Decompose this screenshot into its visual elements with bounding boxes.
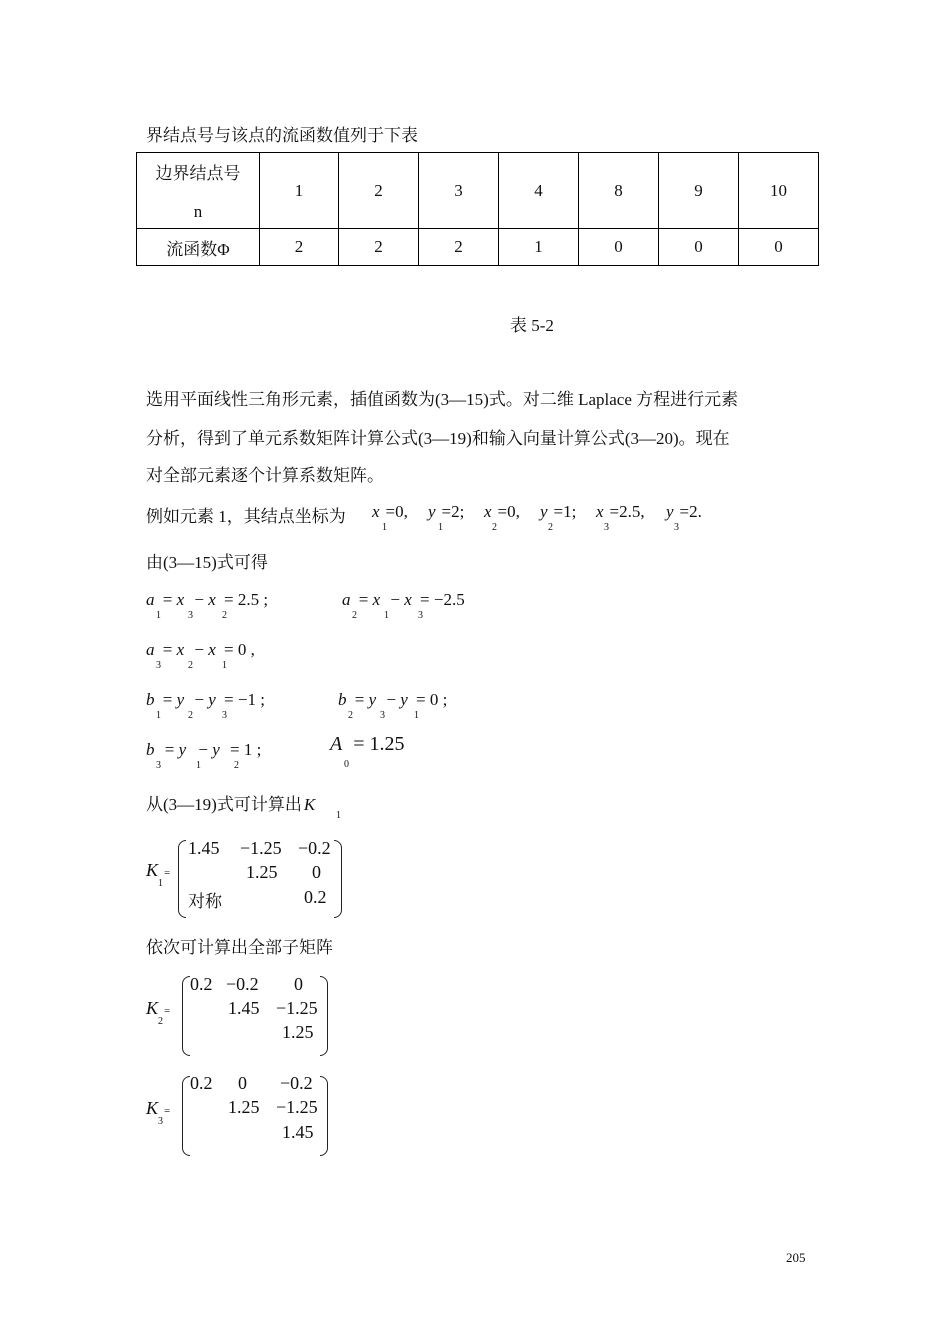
equation-b3: b 3 = y 1 − y 2 = 1 ;	[146, 740, 262, 771]
equation-a3: a 3 = x 2 − x 1 = 0 ,	[146, 640, 255, 671]
matrix-cell: 0	[312, 862, 321, 882]
table-cell-phi: 2	[260, 229, 339, 266]
paragraph-line: 分析，得到了单元系数矩阵计算公式(3—19)和输入向量计算公式(3—20)。现在	[146, 429, 730, 448]
matrix-k3-right-paren	[320, 1076, 328, 1156]
matrix-cell: 1.25	[282, 1022, 314, 1042]
coord-y3: y 3 =2.	[666, 502, 702, 533]
matrix-cell: −1.25	[240, 838, 282, 858]
table-cell-node: 8	[579, 153, 659, 229]
table-cell-node: 3	[419, 153, 499, 229]
matrix-cell: 0	[294, 974, 303, 994]
submatrix-intro: 依次可计算出全部子矩阵	[146, 938, 333, 957]
matrix-cell: 0	[238, 1073, 247, 1093]
table-cell-node: 1	[260, 153, 339, 229]
paragraph-line: 对全部元素逐个计算系数矩阵。	[146, 466, 384, 485]
equation-b1: b 1 = y 2 − y 3 = −1 ;	[146, 690, 265, 721]
boundary-node-table	[136, 152, 819, 266]
table-header-node: 边界结点号 n	[137, 153, 260, 229]
matrix-k1-right-paren	[334, 840, 342, 918]
table-cell-phi: 1	[499, 229, 579, 266]
coord-x3: x 3 =2.5,	[596, 502, 645, 533]
matrix-cell: 1.45	[282, 1122, 314, 1142]
table-cell-phi: 2	[419, 229, 499, 266]
k1-intro: 从(3—19)式可计算出 K 1	[146, 795, 341, 821]
equation-b2: b 2 = y 3 − y 1 = 0 ;	[338, 690, 448, 721]
table-cell-phi: 2	[339, 229, 419, 266]
from-equation-text: 由(3—15)式可得	[146, 553, 268, 572]
table-cell-node: 4	[499, 153, 579, 229]
matrix-cell: −0.2	[298, 838, 331, 858]
coord-x1: x 1 =0,	[372, 502, 408, 533]
equation-a2: a 2 = x 1 − x 3 = −2.5	[342, 590, 465, 621]
coord-y2: y 2 =1;	[540, 502, 577, 533]
matrix-cell: −0.2	[280, 1073, 313, 1093]
coord-y1: y 1 =2;	[428, 502, 465, 533]
matrix-cell: 1.45	[228, 998, 260, 1018]
matrix-cell: 0.2	[190, 1073, 213, 1093]
matrix-cell: 1.25	[228, 1097, 260, 1117]
table-cell-phi: 0	[739, 229, 819, 266]
matrix-k1-left-paren	[178, 840, 186, 918]
equation-a1: a 1 = x 3 − x 2 = 2.5 ;	[146, 590, 269, 621]
intro-line: 界结点号与该点的流函数值列于下表	[146, 126, 418, 145]
matrix-cell: −1.25	[276, 998, 318, 1018]
matrix-cell: −0.2	[226, 974, 259, 994]
table-cell-node: 10	[739, 153, 819, 229]
matrix-cell: 0.2	[304, 887, 327, 907]
table-cell-node: 9	[659, 153, 739, 229]
table-cell-node: 2	[339, 153, 419, 229]
table-caption: 表 5-2	[510, 316, 554, 335]
matrix-cell: −1.25	[276, 1097, 318, 1117]
table-cell-phi: 0	[659, 229, 739, 266]
matrix-k3-label: K 3 =	[146, 1098, 171, 1127]
paragraph-line: 选用平面线性三角形元素，插值函数为(3—15)式。对二维 Laplace 方程进行元素	[146, 390, 739, 409]
table-header-phi: 流函数Φ	[137, 229, 260, 266]
matrix-cell: 0.2	[190, 974, 213, 994]
matrix-k3-left-paren	[182, 1076, 190, 1156]
matrix-k2-right-paren	[320, 976, 328, 1056]
table-cell-phi: 0	[579, 229, 659, 266]
matrix-k2-left-paren	[182, 976, 190, 1056]
matrix-cell: 1.25	[246, 862, 278, 882]
matrix-k1-label: K 1 =	[146, 860, 171, 889]
matrix-k2-label: K 2 =	[146, 998, 171, 1027]
coord-x2: x 2 =0,	[484, 502, 520, 533]
equation-a0: A 0 = 1.25	[330, 733, 405, 770]
page-number: 205	[786, 1250, 806, 1265]
matrix-symmetric-label: 对称	[188, 892, 222, 911]
example-prefix: 例如元素 1，其结点坐标为	[146, 507, 346, 526]
matrix-cell: 1.45	[188, 838, 220, 858]
